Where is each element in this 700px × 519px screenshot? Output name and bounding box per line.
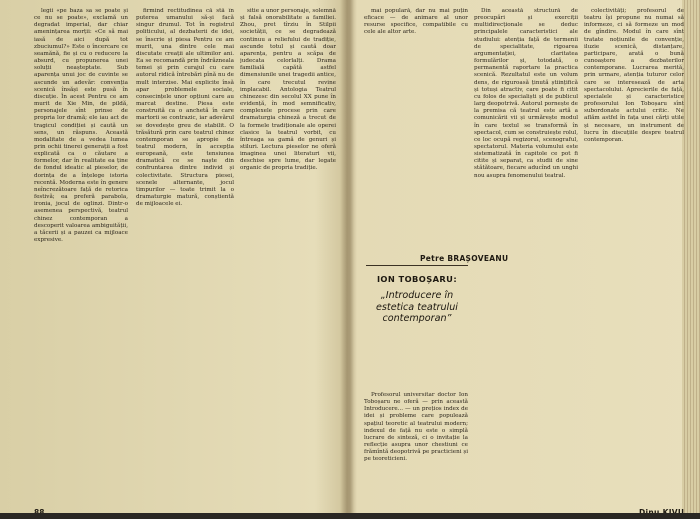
background-strip [0,513,700,519]
column-text: legii «pe baza sa se poate și ce nu se poate», exclamă un degradat imperial, dar chiar amenințarea morții: «Ce să mai iasă de aici după tot zbuciumul?» Este o încercare ce seamănă, fie și cu o reducere la absurd, cu propunerea unei soluții neașteptate. Sub aparența unui joc de cuvinte se ascunde un adevăr: convenția scenică însăși este pusă în discuție. În acest Pentru ce am murit de Xie Min, de pildă, personajele sînt prinse de propria lor dramă; ele iau act de tragicul condiției și caută un sens, un răspuns. Această modalitate de a vedea lumea prin ochii tinerei generații a fost explicată ca o căutare a formelor, dar în realitate ea ține de fondul ideatic al pieselor, de dorința de a înțelege istoria recentă. Moderna este în genere neîncrezătoare față de retorica festivă; ea preferă parabola, ironia, jocul de oglinzi. Dintr-o asemenea perspectivă, teatrul chinez contemporan a descoperit valoarea ambiguității, a tăcerii și a pauzei ca mijloace expresive. [34,8,128,243]
right-page-column-1-top [364,8,468,244]
column-text: mai populară, dar nu mai puțin eficace — de animare al unor resurse specifice, compatibile cu cele ale altor arte. [364,8,468,36]
review-body-text: Profesorul universitar doctor Ion Toboșaru ne oferă — prin această Introducere... — un prețios index de idei și probleme care populează spațiul teoretic al teatrului modern; indexul de față nu este o simplă lucrare de sinteză, ci o invitație la reflecție asupra unor chestiuni ce frămîntă deopotrivă pe practicieni și pe teoreticieni. [364,392,468,463]
left-page-column-2 [136,8,234,506]
left-page-column-3 [240,8,336,506]
left-page-column-1 [34,8,128,506]
column-text: colectivități; profesorul de teatru își propune nu numai să informeze, ci să formeze un mod de gîndire. Modul în care sînt tratate noțiunile de convenție, iluzie scenică, distanțare, participare, arată o bună cunoaștere a dezbaterilor contemporane. Lucrarea merită, prin urmare, atenția tuturor celor care se interesează de arta spectacolului. Aprecierile de față, specialele și caracteristice profesorului Ion Toboșaru sînt subordonate actului critic. Ne aflăm astfel în fața unei cărți utile și necesare, un instrument de lucru în discuțiile despre teatrul contemporan. [584,8,684,143]
right-page-column-3 [584,8,684,506]
book-author: ION TOBOȘARU: [376,274,458,284]
page-gutter [340,0,354,519]
review-body [364,392,468,507]
column-text: Din această structură de preocupări și exerciții multidirecționale se deduc principalele caracteristici ale studiului: atenția față de termenii de specialitate, rigoarea argumentației, claritatea formulărilor și, totodată, o permanentă raportare la practica scenică. Rezultatul este un volum dens, de riguroasă ținută științifică și totuși atractiv, care poate fi citit cu folos de specialiști și de publicul larg deopotrivă. Autorul pornește de la premisa că teatrul este artă a comunicării vii și urmărește modul în care textul se transformă în spectacol, cum se construiește rolul, ce loc ocupă regizorul, scenograful, spectatorul. Materia volumului este sistematizată în capitole ce pot fi citite și separat, ca studii de sine stătătoare, fiecare aducînd un unghi nou asupra fenomenului teatral. [474,8,578,179]
review-signature-1: Petre BRAȘOVEANU [420,254,509,263]
section-divider [366,265,468,266]
page-edges [682,0,700,519]
review-heading [366,274,468,325]
column-text: firmind rectitudinea că stă în puterea umanului să-și facă singur drumul. Tot în registrul politicului, al dezbaterii de idei, se înscrie și piesa Pentru ce am murit, una dintre cele mai discutate creații ale ultimilor ani. Ea se recomandă prin îndrăzneala temei și prin curajul cu care autorul ridică întrebări pînă nu de mult interzise. Mai explicite însă apar problemele sociale, consecințele unor opțiuni care au marcat destine. Piesa este construită ca o anchetă în care martorii se contrazic, iar adevărul se dovedește greu de stabilit. O trăsătură prin care teatrul chinez contemporan se apropie de teatrul modern, în accepția europeană, este tensiunea dramatică ce se naște din confruntarea dintre individ și colectivitate. Structura piesei, scenele alternante, jocul timpurilor — toate trimit la o dramaturgie matură, conștientă de mijloacele ei. [136,8,234,208]
book-title: „Introducere în estetica teatrului contemporan” [376,290,458,324]
column-text: sitie a unor personaje, solemnă și falsă onorabilitate a familiei. Zhou, pret tîrziu în Stilpii societății, ce se degradează continuu a reliefului de tradiție, ascunde totul și caută doar aparența, pentru a scăpa de judecata celorlalți. Drama familială capătă astfel dimensiunile unei tragedii antice, în care trecutul revine implacabil. Antologia Teatrul chinezesc din secolul XX pune în evidență, în mod semnificativ, complexele procese prin care dramaturgia chineză a trecut de la formele tradiționale ale operei clasice la teatrul vorbit, cu întreaga sa gamă de genuri și stiluri. Lectura pieselor ne oferă imaginea unei literaturi vii, deschise spre lume, dar legate organic de propria tradiție. [240,8,336,172]
